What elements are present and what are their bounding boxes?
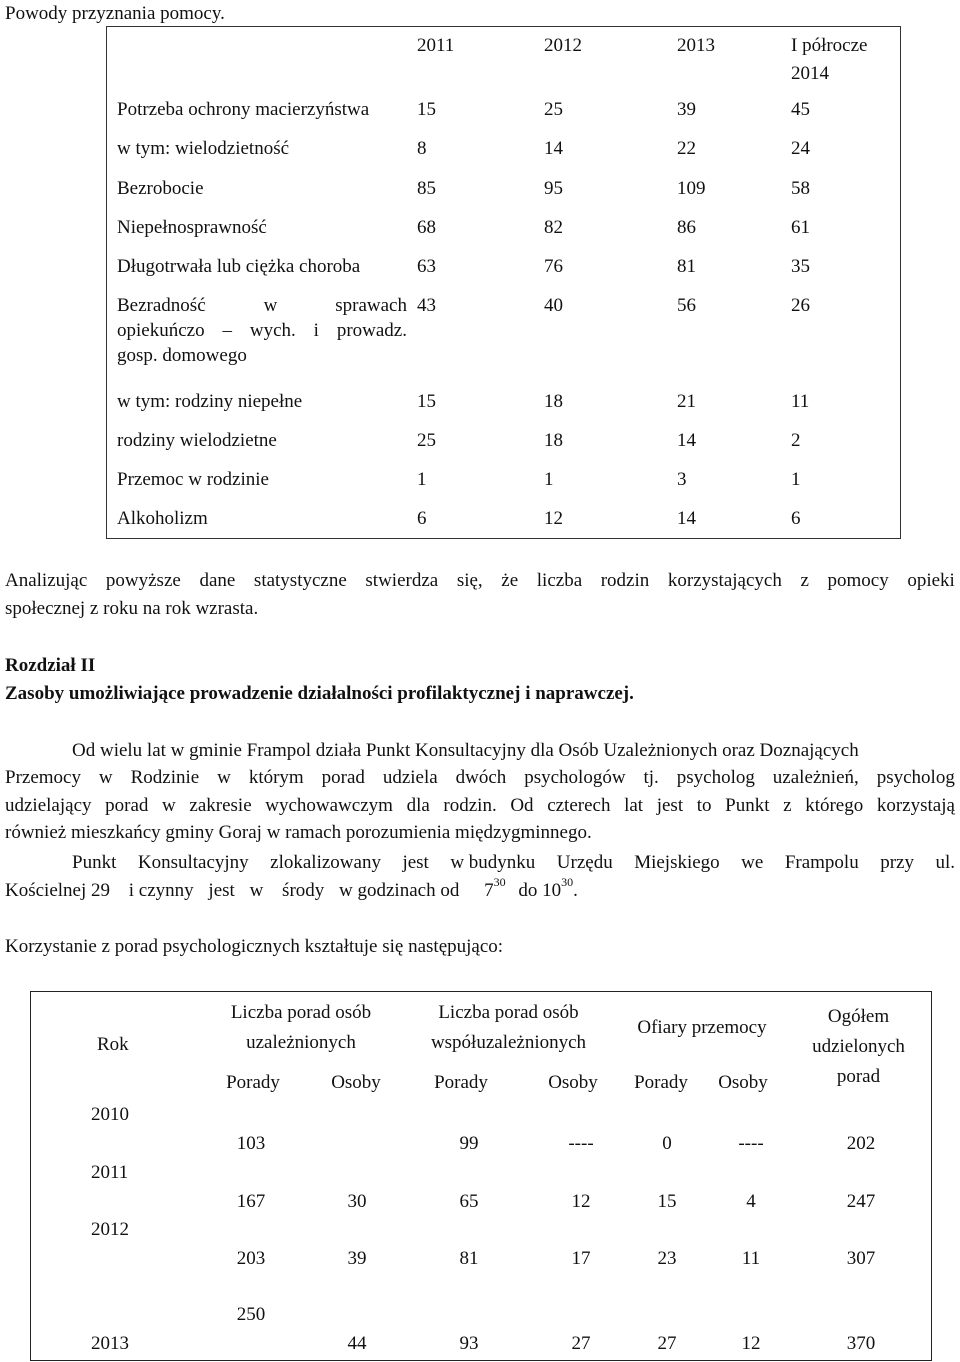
row-label: Długotrwała lub ciężka choroba [117,256,361,277]
word: czterech [547,795,611,816]
word: psycholog [876,767,955,788]
table-cell: 307 [846,1248,876,1269]
table-cell: 12 [544,508,563,529]
subheader-porady: Porady [634,1072,688,1093]
paragraph-1-line-2: społecznej z roku na rok wzrasta. [5,598,259,619]
table-cell: 68 [417,217,436,238]
row-label-bezradnosc: Bezradność w sprawach opiekuńczo – wych. i prowadz. gosp. domowego [117,295,407,366]
table-cell: 247 [846,1191,876,1212]
table-cell: 22 [677,138,696,159]
word: ul. [935,852,955,873]
year-cell: 2012 [91,1219,129,1240]
subheader-porady: Porady [226,1072,280,1093]
paragraph-2-line-2 [5,767,955,789]
table-cell: 4 [746,1191,756,1212]
row-label: Przemoc w rodzinie [117,469,269,490]
table-cell: 14 [677,508,696,529]
subheader-osoby: Osoby [331,1072,381,1093]
word: korzystających [667,570,782,591]
header-ogolem: Ogółem udzielonych porad [812,1006,905,1087]
row-label: Bezrobocie [117,178,204,199]
table-cell: 15 [657,1191,677,1212]
table-cell: 15 [417,391,436,412]
word: Punkt [725,795,770,816]
word: którego [805,795,864,816]
table-cell: 202 [846,1133,876,1154]
word: Konsultacyjny [137,852,249,873]
table-cell: 63 [417,256,436,277]
word: Urzędu [556,852,613,873]
row-label: Niepełnosprawność [117,217,267,238]
word: tj. [643,767,659,788]
table-cell: 81 [677,256,696,277]
word: psychologów [524,767,626,788]
header-rok: Rok [97,1034,129,1055]
table-cell: 18 [544,391,563,412]
table-cell: 12 [741,1333,761,1354]
word: dane [199,570,236,591]
table-cell: 167 [236,1191,266,1212]
header-ofiary: Ofiary przemocy [637,1017,767,1038]
word: statystyczne [253,570,347,591]
table-cell: 3 [677,469,687,490]
word: we [741,852,764,873]
year-cell: 2013 [91,1333,129,1354]
word: liczba [536,570,583,591]
word: lat [624,795,644,816]
table-cell: 18 [544,430,563,451]
word: rodzin. [443,795,497,816]
table-2-intro: Korzystanie z porad psychologicznych kształtuje się następująco: [5,936,504,957]
word: rodzin [600,570,650,591]
header-2011: 2011 [417,35,455,56]
word: porad [321,767,365,788]
paragraph-2-line-1: Od wielu lat w gminie Frampol działa Punkt Konsultacyjny dla Osób Uzależnionych oraz Doznających [72,740,859,761]
table-cell: 1 [417,469,427,490]
word: z [783,795,792,816]
consultations-table [30,991,932,1361]
table-cell: 25 [544,99,563,120]
word: w budynku [450,852,536,873]
row-label: w tym: rodziny niepełne [117,391,303,412]
table-cell: 58 [791,178,810,199]
year-cell: 2011 [91,1162,129,1183]
word: jest [402,852,429,873]
word: Miejskiego [634,852,720,873]
table-cell: 250 [236,1304,266,1325]
word: udziela [382,767,438,788]
paragraph-2-line-4: również mieszkańcy gminy Goraj w ramach porozumienia międzygminnego. [5,822,592,843]
word: porad [105,795,149,816]
header-uzaleznieni: Liczba porad osób uzależnionych [230,1002,372,1053]
year-cell: 2010 [91,1104,129,1125]
word: udzielający [5,795,92,816]
paragraph-3-line-1 [72,852,955,874]
paragraph-2-line-3 [5,795,955,817]
table-cell: 14 [544,138,563,159]
table-cell: 82 [544,217,563,238]
table-cell: 11 [791,391,810,412]
table-cell: 203 [236,1248,266,1269]
table-cell: 27 [571,1333,591,1354]
paragraph-1-line-1 [5,570,955,592]
table-cell: 85 [417,178,436,199]
word: w [98,767,113,788]
word: jest [656,795,684,816]
table-cell: 99 [459,1133,479,1154]
word: dla [406,795,430,816]
word: którym [248,767,304,788]
table-cell: 23 [657,1248,677,1269]
table-cell: 12 [571,1191,591,1212]
table-cell: 43 [417,295,436,316]
table-cell: 24 [791,138,810,159]
word: Analizując [5,570,88,591]
header-half-year: I półrocze [791,35,868,56]
section-heading: Powody przyznania pomocy. [5,3,225,24]
word: przy [880,852,914,873]
table-cell: 86 [677,217,696,238]
table-cell: 56 [677,295,696,316]
header-2012: 2012 [544,35,582,56]
table-cell: 40 [544,295,563,316]
word: Przemocy [5,767,81,788]
word: opieki [907,570,955,591]
table-cell: ---- [738,1133,764,1154]
row-label: Alkoholizm [117,508,208,529]
table-cell: 39 [347,1248,367,1269]
row-label: Potrzeba ochrony macierzyństwa [117,99,370,120]
word: psycholog [676,767,755,788]
table-cell: 44 [347,1333,367,1354]
table-cell: 17 [571,1248,591,1269]
table-cell: 6 [417,508,427,529]
paragraph-3-line-2: Kościelnej 29 i czynny jest w środy w godzinach od $7^{30}$ do $10^{30}$. [5,875,578,901]
table-cell: 14 [677,430,696,451]
table-cell: 1 [791,469,801,490]
word: korzystają [876,795,955,816]
word: z [800,570,809,591]
word: to [696,795,712,816]
table-cell: 25 [417,430,436,451]
table-cell: ---- [568,1133,594,1154]
table-cell: 35 [791,256,810,277]
word: w [162,795,176,816]
table-cell: 15 [417,99,436,120]
word: Od [510,795,534,816]
table-cell: 11 [741,1248,761,1269]
table-cell: 93 [459,1333,479,1354]
subheader-porady: Porady [434,1072,488,1093]
header-2014: 2014 [791,63,829,84]
table-cell: 109 [677,178,706,199]
row-label: w tym: wielodzietność [117,138,290,159]
word: zlokalizowany [270,852,381,873]
subheader-osoby: Osoby [718,1072,768,1093]
word: Frampolu [784,852,859,873]
table-cell: 27 [657,1333,677,1354]
chapter-title: Zasoby umożliwiające prowadzenie działalności profilaktycznej i naprawczej. [5,683,634,704]
word: pomocy [827,570,889,591]
word: dwóch [455,767,507,788]
header-2013: 2013 [677,35,715,56]
word: Punkt [72,852,117,873]
word: wychowawczym [265,795,393,816]
row-label: rodziny wielodzietne [117,430,277,451]
table-cell: 95 [544,178,563,199]
word: stwierdza [365,570,439,591]
table-cell: 65 [459,1191,479,1212]
reasons-table [106,26,901,539]
table-cell: 103 [236,1133,266,1154]
table-cell: 1 [544,469,554,490]
table-cell: 370 [846,1333,876,1354]
word: powyższe [105,570,181,591]
table-cell: 21 [677,391,696,412]
word: zakresie [189,795,252,816]
word: w [217,767,231,788]
table-cell: 26 [791,295,810,316]
table-cell: 45 [791,99,810,120]
table-cell: 39 [677,99,696,120]
table-cell: 6 [791,508,801,529]
table-cell: 2 [791,430,801,451]
word: Rodzinie [130,767,200,788]
word: uzależnień, [772,767,859,788]
table-cell: 30 [347,1191,367,1212]
word: że [501,570,519,591]
header-wspoluzaleznieni: Liczba porad osób współuzależnionych [430,1002,587,1053]
table-cell: 61 [791,217,810,238]
table-cell: 81 [459,1248,479,1269]
subheader-osoby: Osoby [548,1072,598,1093]
table-cell: 8 [417,138,427,159]
chapter-number: Rozdział II [5,655,96,676]
table-cell: 0 [662,1133,672,1154]
word: się, [456,570,483,591]
table-cell: 76 [544,256,563,277]
